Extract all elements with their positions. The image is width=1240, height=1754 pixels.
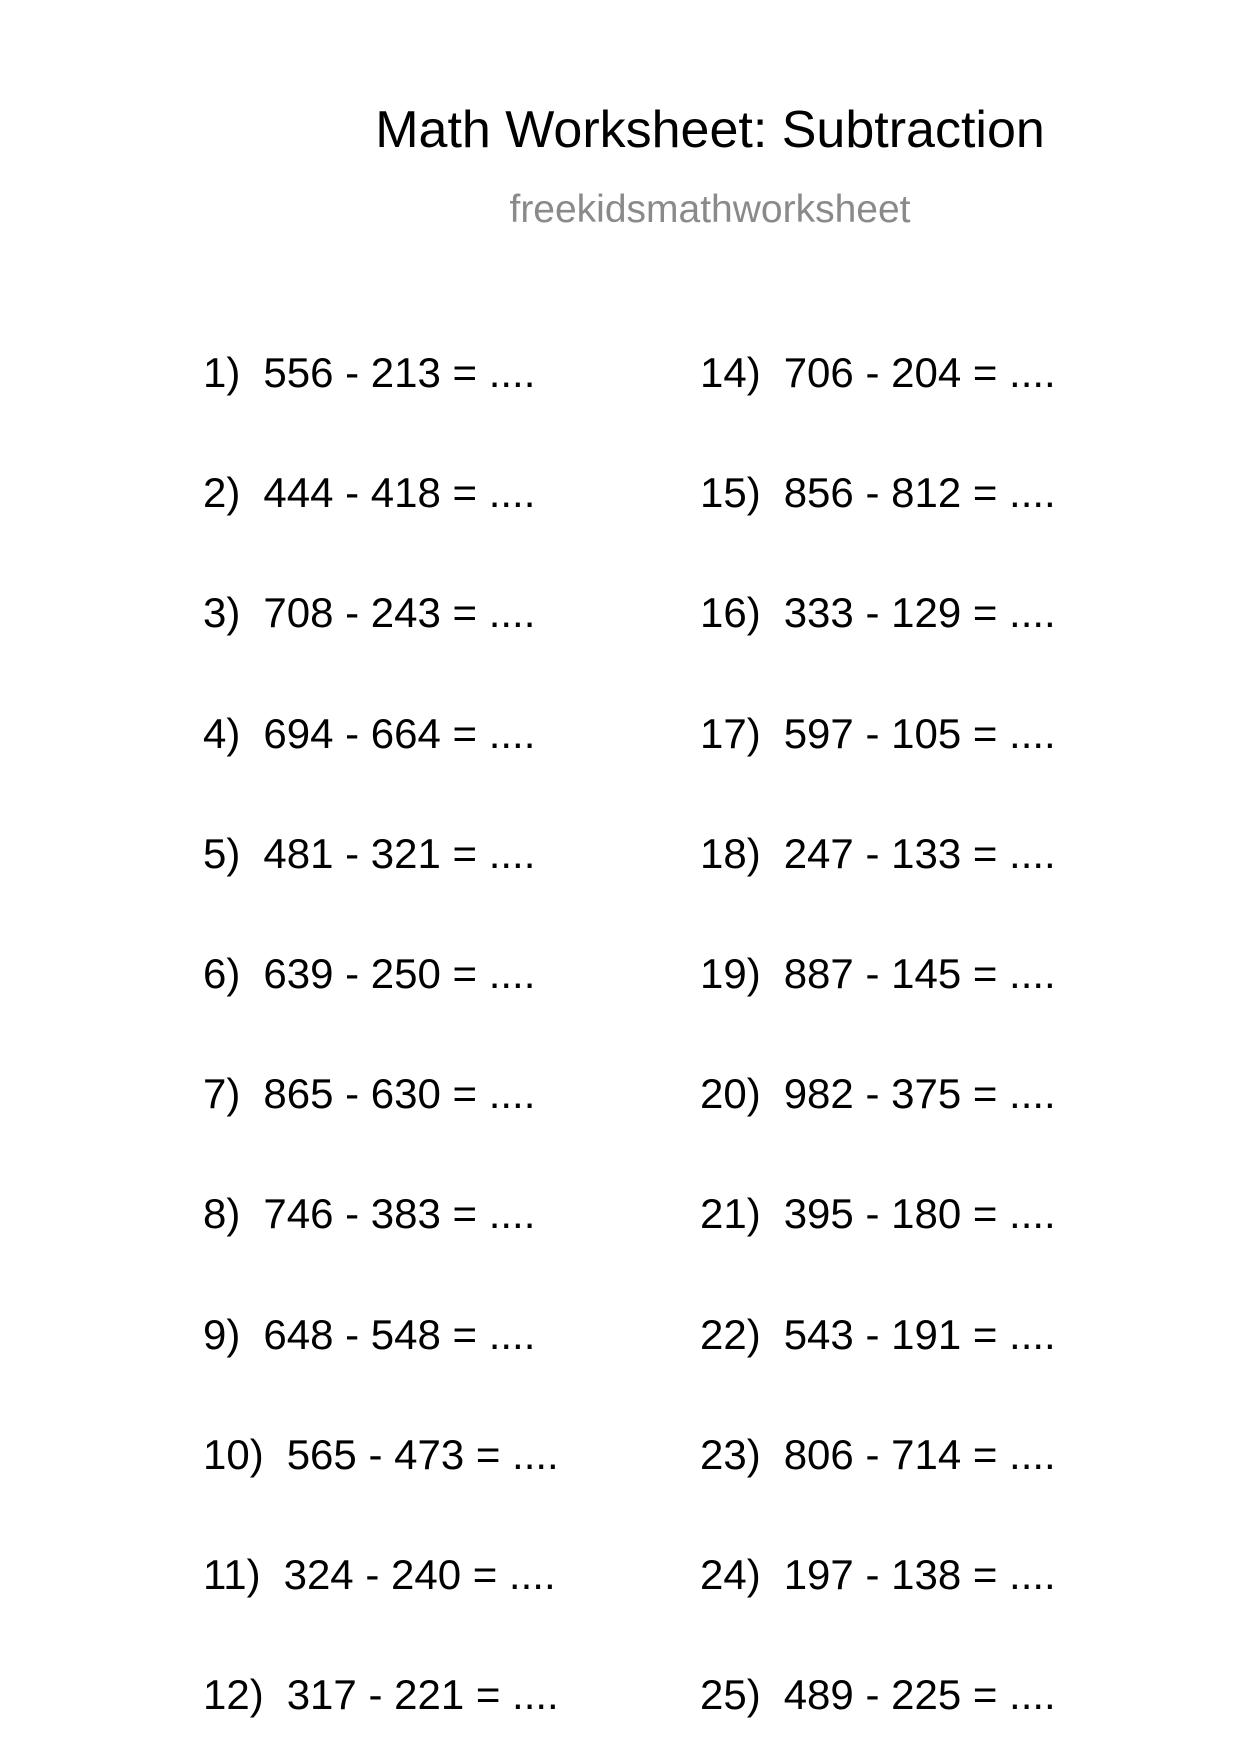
problem-number: 17) [700, 709, 761, 757]
problem-number: 7) [203, 1070, 241, 1118]
problem-row [203, 1430, 559, 1554]
problem-row [700, 1190, 1056, 1313]
problem-row [700, 349, 1056, 472]
problem-row [203, 1310, 559, 1434]
problem-number: 24) [700, 1550, 761, 1598]
problem-row [203, 469, 559, 592]
problem-expression: 648 - 548 = .... [263, 1310, 536, 1358]
problem-number: 9) [203, 1310, 241, 1358]
page-subtitle: freekidsmathworksheet [509, 188, 911, 231]
problem-row [700, 709, 1056, 833]
problem-number: 15) [700, 469, 761, 517]
page-title: Math Worksheet: Subtraction [375, 101, 1045, 159]
problem-number: 10) [203, 1430, 264, 1478]
problem-row [700, 1430, 1056, 1554]
worksheet-header [190, 101, 1230, 231]
problem-expression: 706 - 204 = .... [783, 349, 1056, 396]
problem-row [700, 1671, 1056, 1754]
problem-expression: 247 - 133 = .... [783, 829, 1056, 877]
problem-expression: 639 - 250 = .... [263, 949, 536, 997]
problem-row [700, 1310, 1056, 1434]
problem-row [700, 1550, 1056, 1674]
problem-row [700, 589, 1056, 712]
problem-expression: 556 - 213 = .... [263, 349, 536, 396]
problem-row [700, 1070, 1056, 1193]
problem-row [203, 1070, 559, 1193]
problem-expression: 597 - 105 = .... [783, 709, 1056, 757]
problem-expression: 565 - 473 = .... [286, 1430, 559, 1478]
problem-number: 5) [203, 829, 241, 877]
problem-number: 16) [700, 589, 761, 637]
problem-row [203, 829, 559, 953]
problem-expression: 694 - 664 = .... [263, 709, 536, 757]
problem-number: 8) [203, 1190, 241, 1238]
problem-number: 25) [700, 1671, 761, 1719]
problem-row [203, 949, 559, 1073]
problem-expression: 543 - 191 = .... [783, 1310, 1056, 1358]
problem-expression: 887 - 145 = .... [783, 949, 1056, 997]
problems-column-left [203, 349, 559, 1754]
problem-row [700, 469, 1056, 592]
problem-expression: 444 - 418 = .... [263, 469, 536, 517]
problem-row [700, 949, 1056, 1073]
problem-expression: 708 - 243 = .... [263, 589, 536, 637]
problem-number: 14) [700, 349, 761, 396]
problem-row [203, 1550, 559, 1674]
problem-number: 6) [203, 949, 241, 997]
problem-row [203, 1190, 559, 1313]
problem-expression: 317 - 221 = .... [286, 1671, 559, 1719]
problem-expression: 746 - 383 = .... [263, 1190, 536, 1238]
problem-number: 21) [700, 1190, 761, 1238]
problem-expression: 856 - 812 = .... [783, 469, 1056, 517]
problem-number: 1) [203, 349, 241, 396]
problem-expression: 982 - 375 = .... [783, 1070, 1056, 1118]
problem-number: 22) [700, 1310, 761, 1358]
problem-number: 4) [203, 709, 241, 757]
problem-expression: 806 - 714 = .... [783, 1430, 1056, 1478]
problem-row [203, 1671, 559, 1754]
problem-expression: 865 - 630 = .... [263, 1070, 536, 1118]
problem-number: 20) [700, 1070, 761, 1118]
problem-expression: 324 - 240 = .... [283, 1550, 556, 1598]
problem-row [700, 829, 1056, 953]
problem-number: 2) [203, 469, 241, 517]
problem-number: 11) [203, 1550, 261, 1598]
problem-number: 23) [700, 1430, 761, 1478]
problem-row [203, 589, 559, 712]
problem-number: 12) [203, 1671, 264, 1719]
problem-number: 18) [700, 829, 761, 877]
problem-expression: 197 - 138 = .... [783, 1550, 1056, 1598]
problem-expression: 489 - 225 = .... [783, 1671, 1056, 1719]
problem-expression: 395 - 180 = .... [783, 1190, 1056, 1238]
problem-row [203, 709, 559, 833]
problem-expression: 481 - 321 = .... [263, 829, 536, 877]
problem-row [203, 349, 559, 472]
problems-column-right [700, 349, 1056, 1754]
problem-number: 3) [203, 589, 241, 637]
problem-expression: 333 - 129 = .... [783, 589, 1056, 637]
problem-number: 19) [700, 949, 761, 997]
